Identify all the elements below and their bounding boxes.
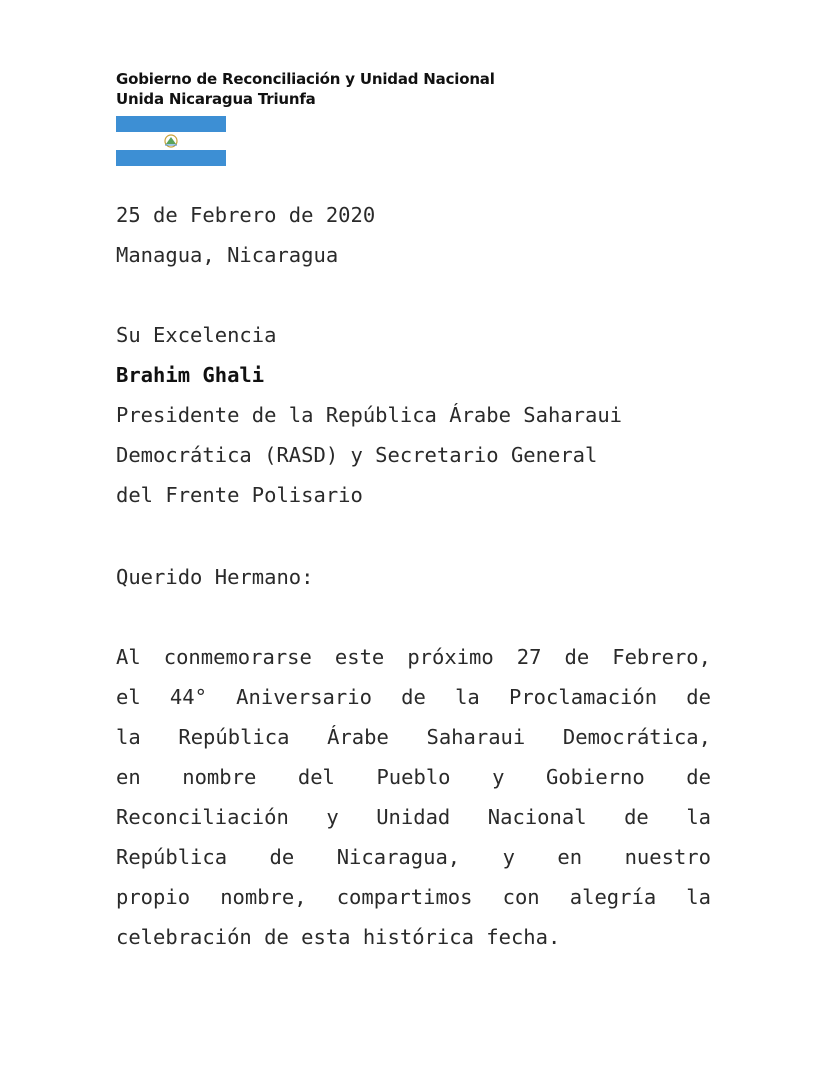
letterhead-government-name: Gobierno de Reconciliación y Unidad Nacional — [116, 70, 495, 88]
paragraph-line: Al conmemorarse este próximo 27 de Febrero, — [116, 645, 711, 669]
recipient-name: Brahim Ghali — [116, 363, 265, 387]
letter-header — [116, 195, 711, 275]
letterhead — [116, 69, 495, 109]
paragraph-line: celebración de esta histórica fecha. — [116, 925, 561, 949]
recipient-title-line: del Frente Polisario — [116, 483, 363, 507]
paragraph-line: en nombre del Pueblo y Gobierno de — [116, 765, 711, 789]
letterhead-slogan: Unida Nicaragua Triunfa — [116, 90, 316, 108]
letter-date: 25 de Febrero de 2020 — [116, 203, 376, 227]
paragraph-line: República de Nicaragua, y en nuestro — [116, 845, 711, 869]
letter-place: Managua, Nicaragua — [116, 243, 339, 267]
greeting-block — [116, 557, 711, 597]
paragraph-line: la República Árabe Saharaui Democrática, — [116, 725, 711, 749]
paragraph-line: Reconciliación y Unidad Nacional de la — [116, 805, 711, 829]
paragraph-line: propio nombre, compartimos con alegría la — [116, 885, 711, 909]
recipient-salutation: Su Excelencia — [116, 323, 277, 347]
letter-paragraph — [116, 637, 711, 957]
letter-greeting: Querido Hermano: — [116, 565, 314, 589]
nicaragua-flag-icon — [116, 116, 226, 166]
paragraph-line: el 44° Aniversario de la Proclamación de — [116, 685, 711, 709]
recipient-title-line: Democrática (RASD) y Secretario General — [116, 443, 598, 467]
recipient-title-line: Presidente de la República Árabe Saharaui — [116, 403, 623, 427]
recipient-block — [116, 315, 711, 515]
